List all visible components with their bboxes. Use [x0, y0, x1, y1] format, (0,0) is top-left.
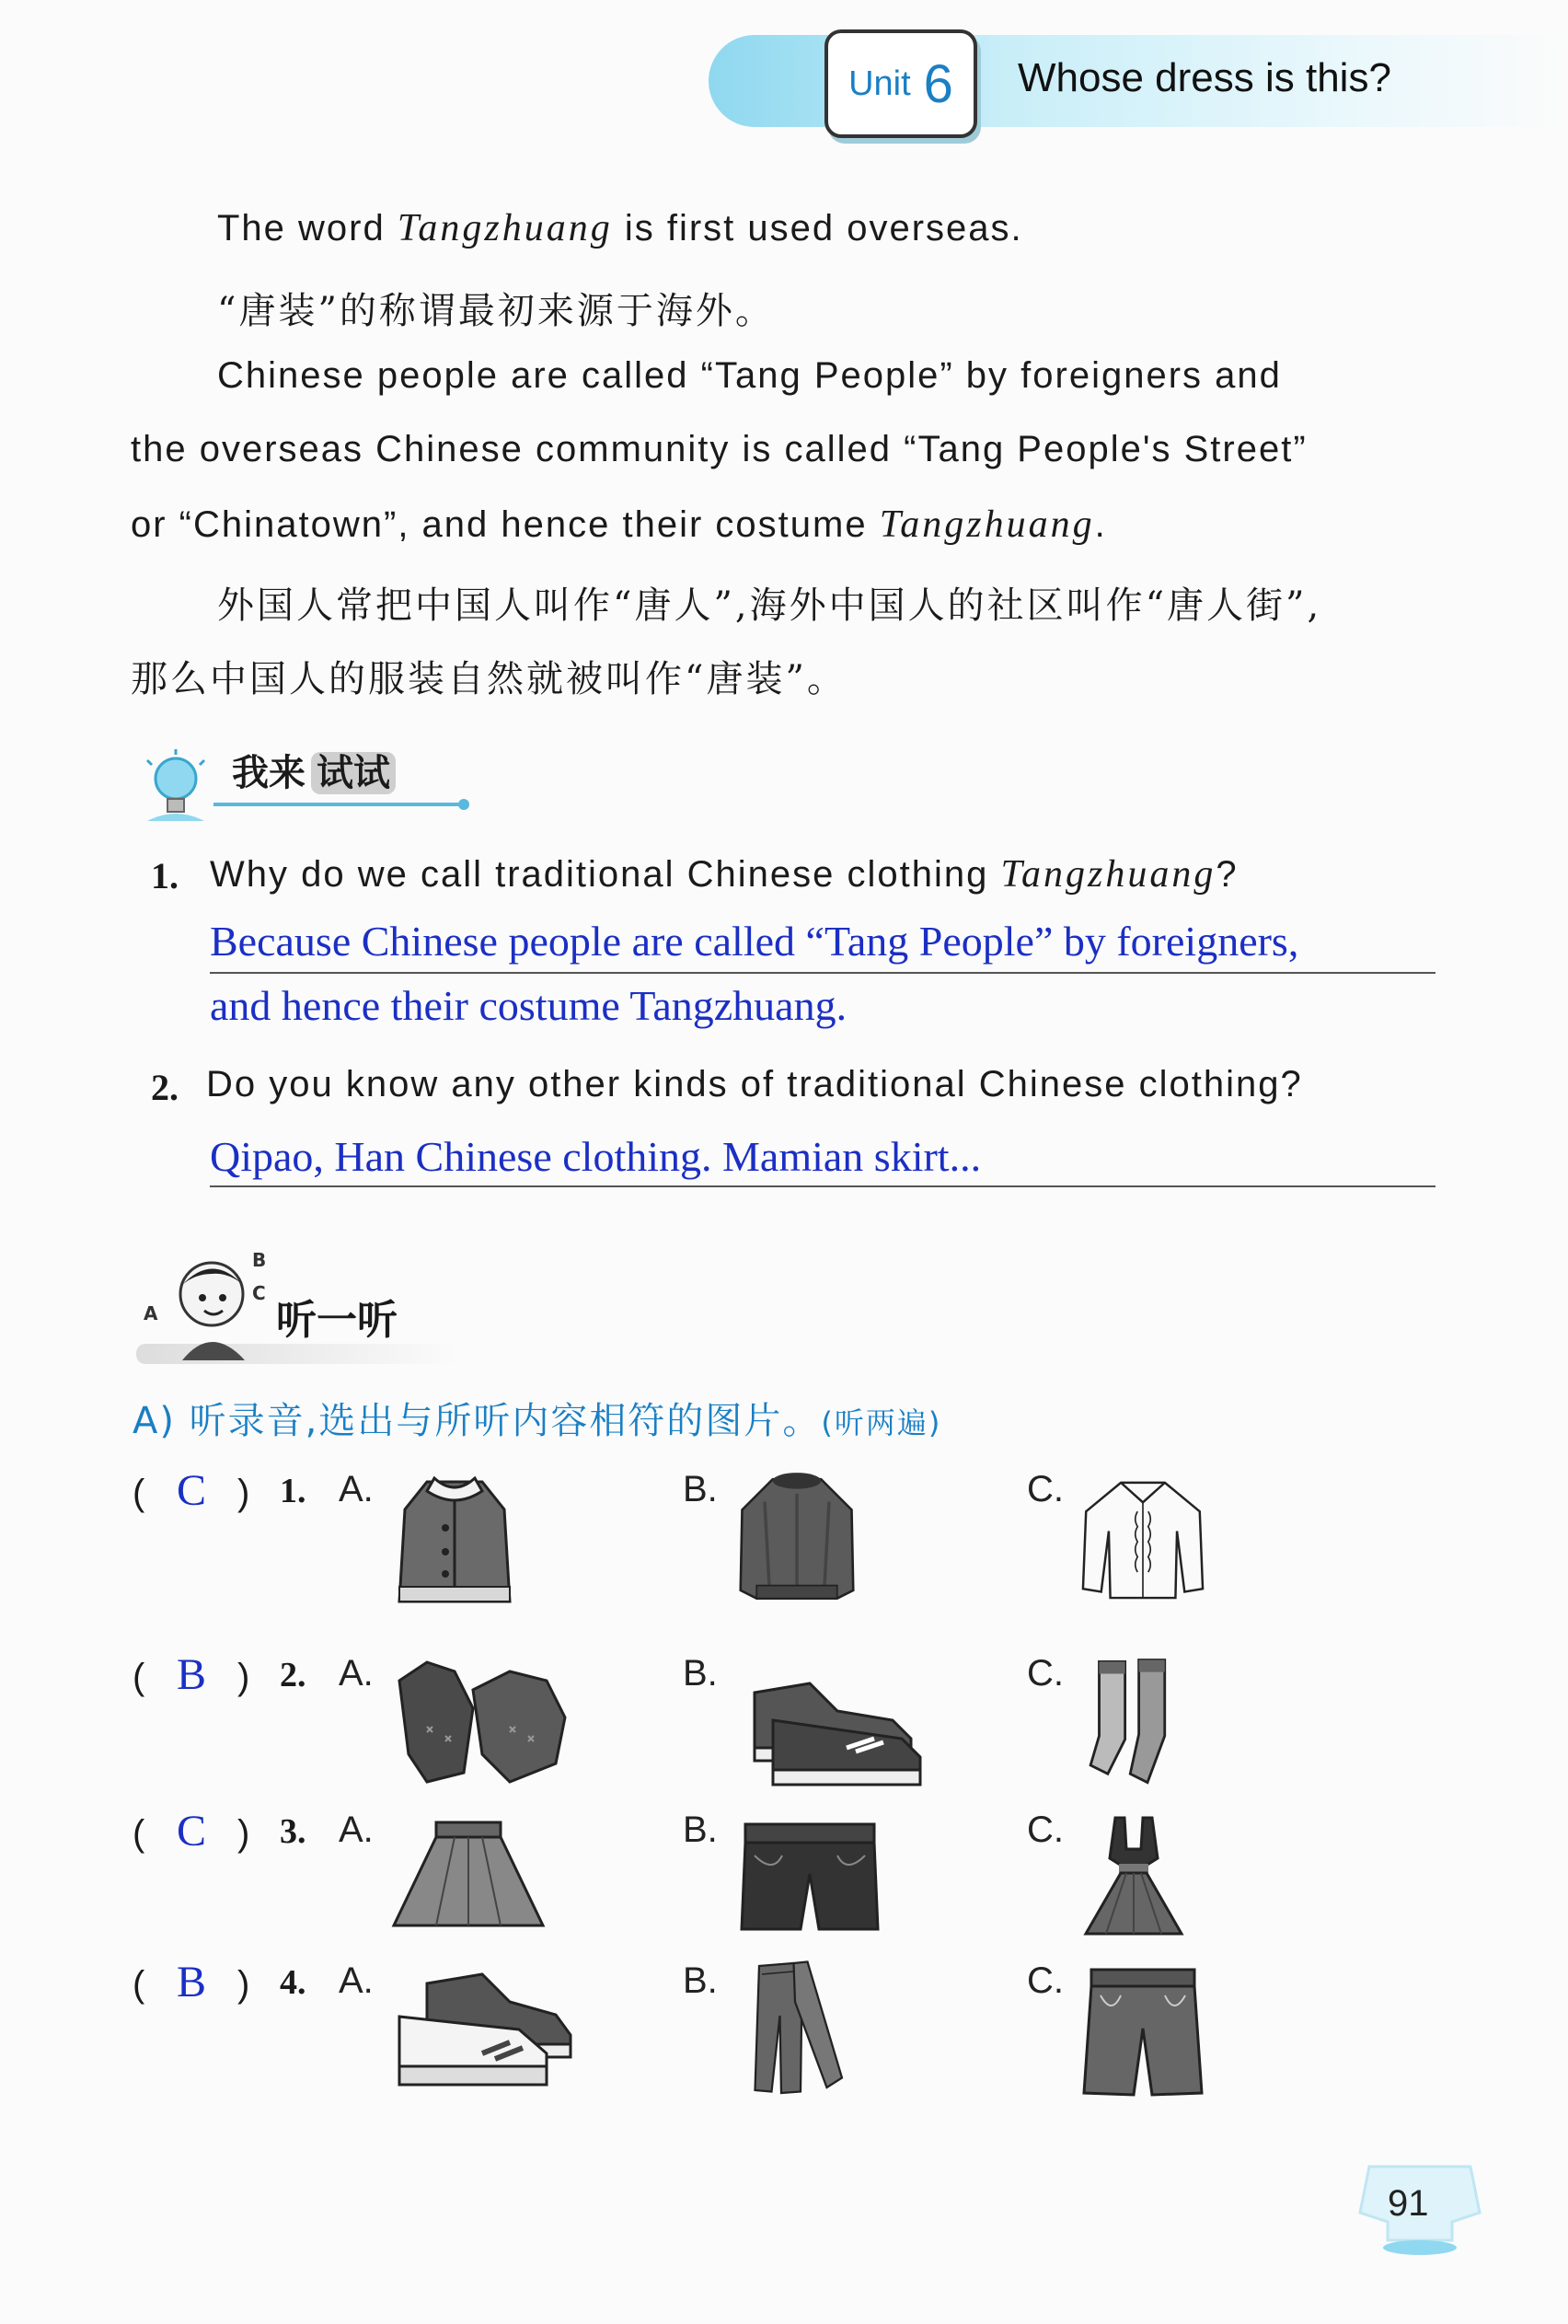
svg-text:B: B: [252, 1249, 267, 1271]
unit-label: Unit: [848, 64, 911, 103]
choice-number: 4.: [280, 1963, 306, 2002]
sneakers-icon: [390, 1960, 574, 2099]
option-label: C.: [1027, 1960, 1064, 2001]
section-title-try: 我来 试试: [232, 744, 396, 796]
shirt-icon: [1078, 1469, 1207, 1607]
passage-line-cn: 外国人常把中国人叫作“唐人”,海外中国人的社区叫作“唐人街”,: [217, 584, 1322, 627]
option-label: B.: [683, 1653, 718, 1694]
page-number: 91: [1388, 2183, 1429, 2224]
passage-line-cn: “唐装”的称谓最初来源于海外。: [217, 290, 775, 332]
choice-number: 3.: [280, 1812, 306, 1851]
question-number: 1.: [151, 855, 179, 896]
passage-line-cn: 那么中国人的服装自然就被叫作“唐装”。: [131, 658, 847, 700]
option-label: B.: [683, 1960, 718, 2001]
passage-line: Chinese people are called “Tang People” by foreigners and: [217, 355, 1282, 396]
svg-text:C: C: [252, 1282, 266, 1304]
instruction: A) 听录音,选出与所听内容相符的图片。(听两遍): [133, 1400, 942, 1442]
option-label: A.: [339, 1653, 374, 1694]
answer-text: and hence their costume Tangzhuang.: [210, 982, 847, 1029]
choice-number: 2.: [280, 1656, 306, 1694]
question-number: 2.: [151, 1067, 179, 1108]
coat-icon: [390, 1473, 519, 1611]
section-underline: [213, 803, 462, 806]
svg-text:A: A: [144, 1302, 158, 1324]
choice-answer: B: [177, 1650, 207, 1699]
answer-text: Because Chinese people are called “Tang People” by foreigners,: [210, 918, 1299, 965]
sneakers-icon: [736, 1660, 929, 1798]
option-label: C.: [1027, 1653, 1064, 1694]
option-label: C.: [1027, 1469, 1064, 1509]
option-label: A.: [339, 1960, 374, 2001]
choice-answer: C: [177, 1466, 207, 1515]
lightbulb-icon: [136, 747, 215, 827]
skirt-icon: [390, 1808, 547, 1946]
page-title: Whose dress is this?: [1018, 55, 1391, 100]
sweater-icon: [732, 1469, 861, 1607]
child-listening-icon: [136, 1246, 293, 1366]
passage-line: The word Tangzhuang is first used overseas.: [217, 207, 1023, 249]
choice-answer: C: [177, 1807, 207, 1856]
jeans-icon: [736, 1960, 865, 2099]
unit-badge: [824, 29, 977, 138]
question-text: Do you know any other kinds of traditional Chinese clothing?: [206, 1064, 1303, 1104]
question-text: Why do we call traditional Chinese clothing Tangzhuang?: [210, 853, 1239, 896]
shorts-icon: [1078, 1964, 1207, 2102]
option-label: B.: [683, 1469, 718, 1509]
passage-line: the overseas Chinese community is called “Tang People's Street”: [131, 429, 1308, 469]
option-label: A.: [339, 1809, 374, 1850]
choice-answer: B: [177, 1958, 207, 2006]
option-label: B.: [683, 1809, 718, 1850]
option-label: C.: [1027, 1809, 1064, 1850]
answer-text: Qipao, Han Chinese clothing. Mamian skirt...: [210, 1133, 982, 1180]
option-label: A.: [339, 1469, 374, 1509]
choice-number: 1.: [280, 1472, 306, 1510]
section-underline-dot: [458, 799, 469, 810]
unit-number: 6: [923, 53, 953, 114]
gloves-icon: [390, 1653, 574, 1791]
passage-line: or “Chinatown”, and hence their costume Tangzhuang.: [131, 503, 1107, 546]
dress-icon: [1078, 1808, 1189, 1946]
answer-line: [210, 1185, 1435, 1187]
socks-icon: [1078, 1653, 1189, 1791]
shorts-icon: [736, 1809, 883, 1948]
section-title-listen: 听一听: [276, 1297, 398, 1344]
answer-line: [210, 972, 1435, 974]
